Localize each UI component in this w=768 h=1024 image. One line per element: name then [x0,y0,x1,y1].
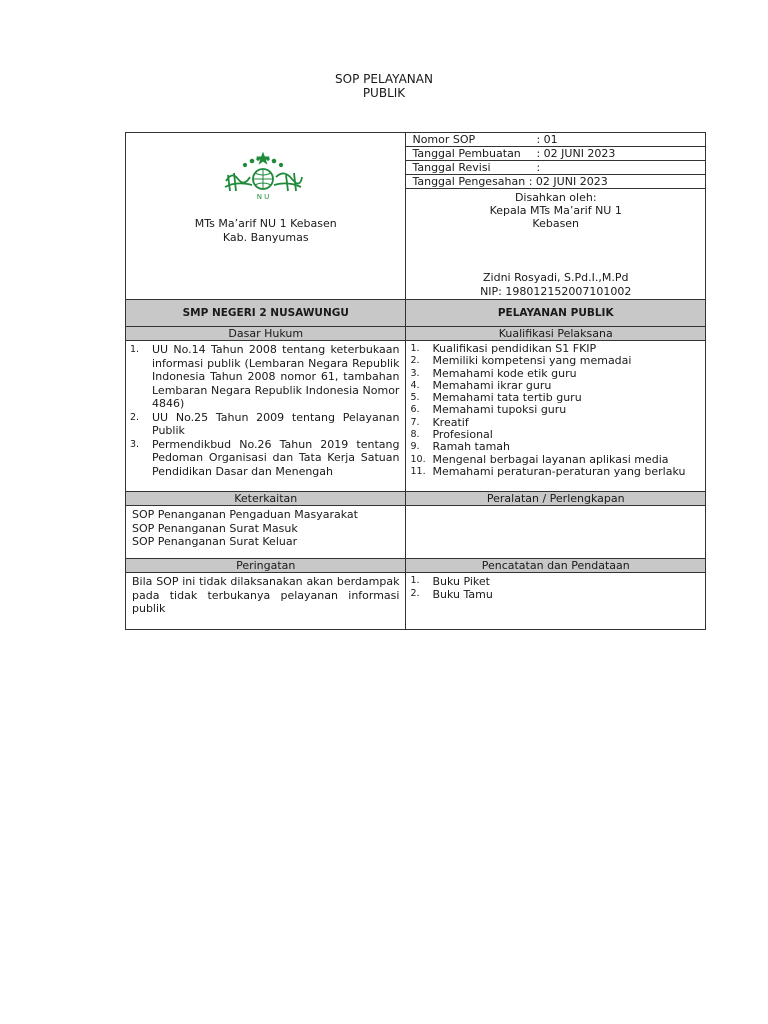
service-name: PELAYANAN PUBLIK [406,300,706,327]
list-item: Memahami tata tertib guru [432,391,582,405]
list-item: Kreatif [432,415,469,429]
dasar-hukum-heading: Dasar Hukum [126,327,406,341]
document-title [0,72,768,100]
content-row-3 [126,573,706,630]
list-item: Buku Piket [432,575,490,588]
list-item: Kualifikasi pendidikan S1 FKIP [432,342,597,355]
keterkaitan-heading: Keterkaitan [126,492,406,506]
approval-block [406,189,705,299]
list-item: UU No.25 Tahun 2009 tentang Pelayanan Publik [152,410,400,437]
meta-nomor-sop: Nomor SOP : 01 [406,133,705,147]
school-name: SMP NEGERI 2 NUSAWUNGU [126,300,406,327]
list-item: Memahami ikrar guru [432,378,552,392]
peralatan-heading: Peralatan / Perlengkapan [406,492,706,506]
headings-row-3 [126,559,706,573]
dasar-hukum-cell [126,341,406,492]
list-item: SOP Penanganan Surat Masuk [132,521,298,535]
signatory-name: Zidni Rosyadi, S.Pd.I.,M.Pd [483,271,629,284]
kualifikasi-cell [406,341,706,492]
title-line-1: SOP PELAYANAN [335,72,433,86]
content-row-1 [126,341,706,492]
meta-tanggal-revisi: Tanggal Revisi : [406,161,705,175]
list-item: SOP Penanganan Surat Keluar [132,535,298,548]
kualifikasi-list [406,341,705,478]
list-item: Memiliki kompetensi yang memadai [432,354,632,368]
dasar-hukum-list [126,341,405,478]
list-item: Buku Tamu [432,588,493,601]
list-item: Permendikbud No.26 Tahun 2019 tentang Pedoman Organisasi dan Tata Kerja Satuan Pendidikan Dasar dan Menengah [152,437,400,478]
approval-label: Disahkan oleh: [514,191,597,204]
approval-position: Kepala MTs Ma’arif NU 1 [489,204,622,217]
sop-table [125,132,706,630]
signatory-nip: NIP: 198012152007101002 [480,285,632,298]
peringatan-text: Bila SOP ini tidak dilaksanakan akan berdampak pada tidak terbukanya pelayanan informasi publik [132,575,400,615]
peralatan-cell [406,506,706,559]
pencatatan-heading: Pencatatan dan Pendataan [406,559,706,573]
peringatan-heading: Peringatan [126,559,406,573]
logo-text: N U [256,193,270,201]
kualifikasi-heading: Kualifikasi Pelaksana [406,327,706,341]
list-item: Memahami peraturan-peraturan yang berlaku [432,464,686,478]
pencatatan-cell [406,573,706,630]
list-item: UU No.14 Tahun 2008 tentang keterbukaan informasi publik (Lembaran Negara Republik Indonesia Tahun 2008 nomor 61, tambahan Lembaran Negara Republik Indonesia Nomor 4846) [152,343,400,410]
title-line-2: PUBLIK [362,86,406,100]
content-row-2 [126,506,706,559]
keterkaitan-cell [126,506,406,559]
peringatan-cell [126,573,406,630]
meta-tanggal-pengesahan: Tanggal Pengesahan : 02 JUNI 2023 [406,175,705,189]
org-cell [126,133,406,300]
list-item: Profesional [432,428,493,442]
header-row [126,133,706,300]
org-location: Kab. Banyumas [222,231,309,244]
headings-row-1 [126,327,706,341]
pencatatan-list [406,573,705,601]
list-item: Ramah tamah [432,440,511,454]
meta-cell [406,133,706,300]
headings-row-2 [126,492,706,506]
org-name: MTs Ma’arif NU 1 Kebasen [194,217,337,230]
list-item: Mengenal berbagai layanan aplikasi media [432,452,669,466]
approval-position-2: Kebasen [532,217,580,230]
list-item: SOP Penanganan Pengaduan Masyarakat [132,508,358,521]
nu-logo-icon [222,151,304,201]
meta-tanggal-pembuatan: Tanggal Pembuatan : 02 JUNI 2023 [406,147,705,161]
section-title-row [126,300,706,327]
list-item: Memahami tupoksi guru [432,403,567,417]
list-item: Memahami kode etik guru [432,366,577,380]
